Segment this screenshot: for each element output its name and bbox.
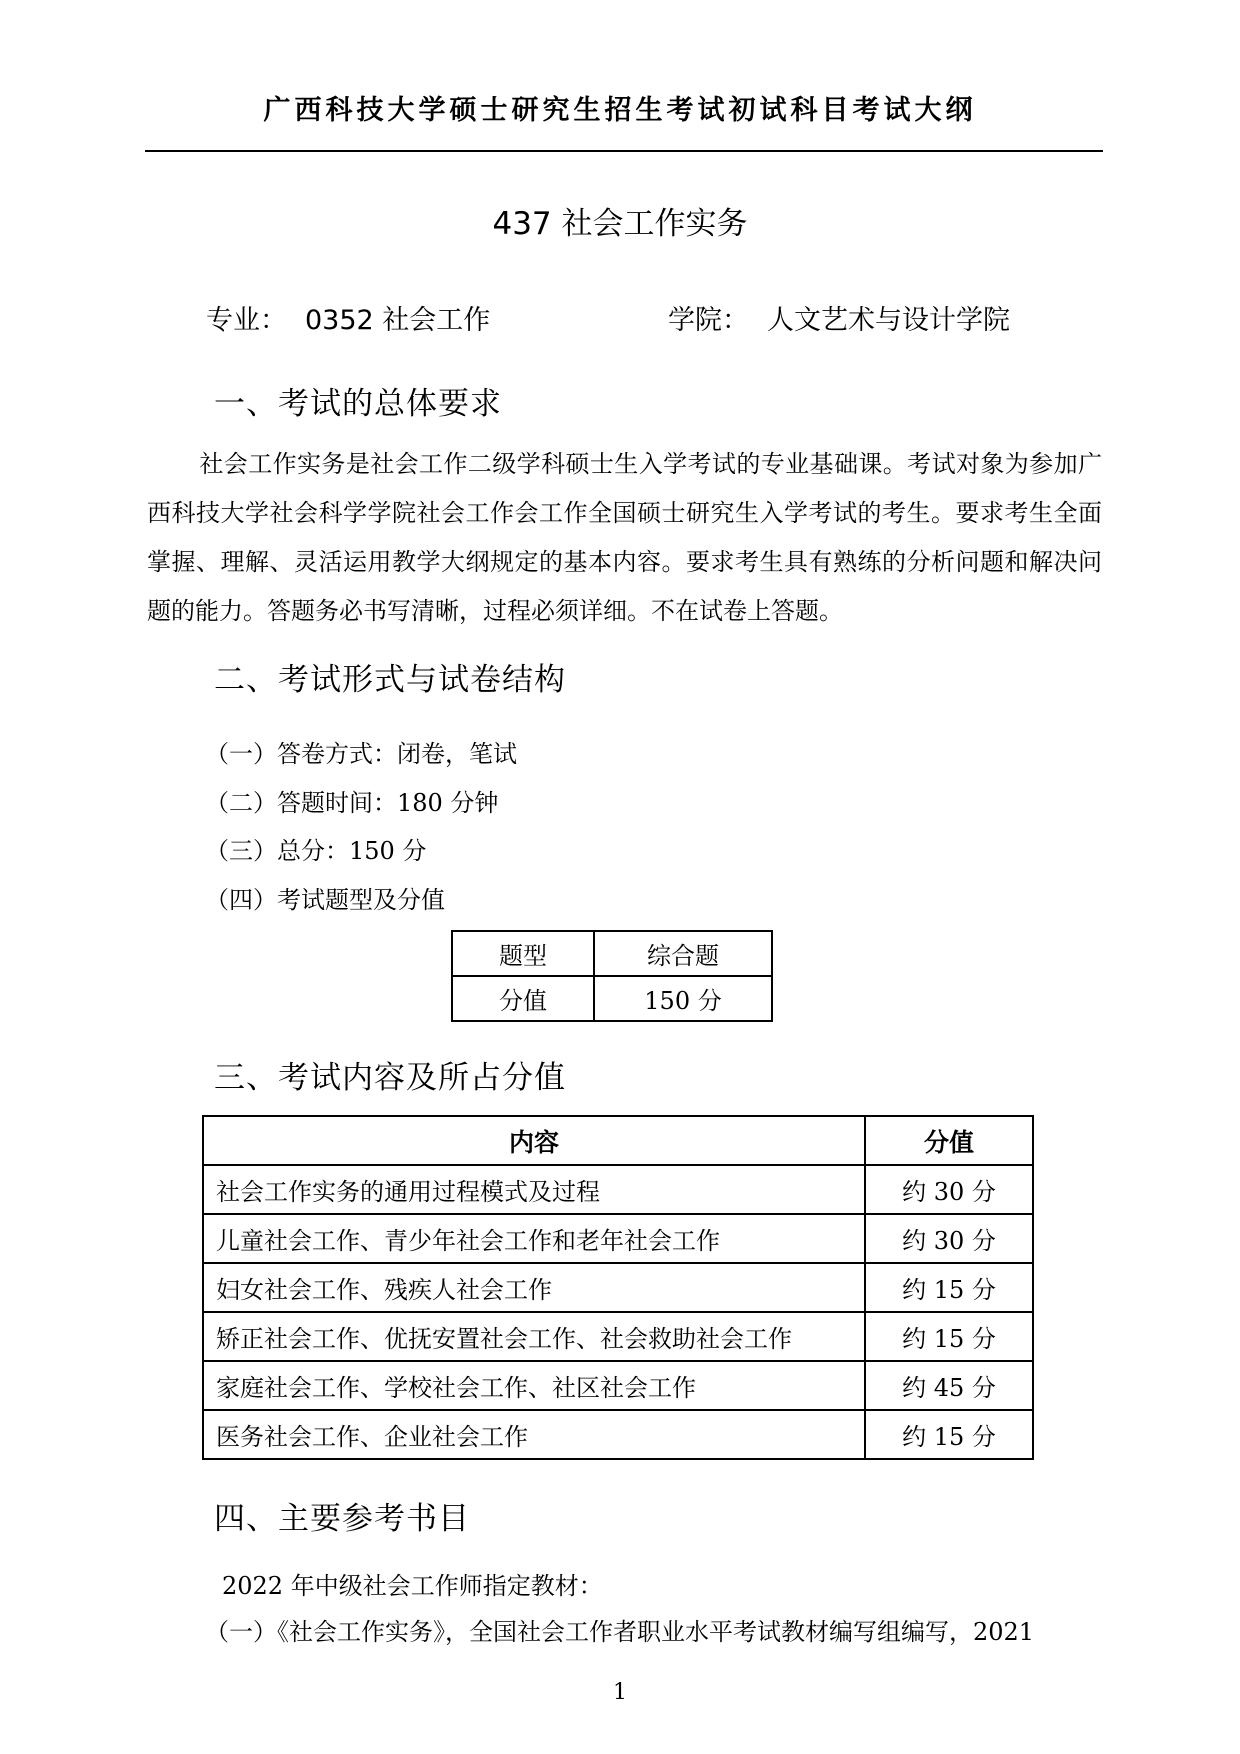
references-intro: 2022 年中级社会工作师指定教材： — [222, 1572, 603, 1600]
exam-format-item: （一）答卷方式：闭卷，笔试 — [205, 740, 517, 768]
table-row — [203, 1263, 1033, 1312]
content-cell: 妇女社会工作、残疾人社会工作 — [203, 1263, 865, 1312]
page-number: 1 — [613, 1680, 627, 1705]
score-cell: 约 30 分 — [865, 1165, 1033, 1214]
content-cell: 家庭社会工作、学校社会工作、社区社会工作 — [203, 1361, 865, 1410]
header-divider — [145, 150, 1103, 152]
score-cell: 约 15 分 — [865, 1410, 1033, 1459]
table-cell: 150 分 — [594, 976, 772, 1021]
table-row — [203, 1214, 1033, 1263]
table-row — [452, 976, 772, 1021]
table-row — [452, 931, 772, 976]
college-label: 学院： — [668, 305, 749, 336]
college-info — [668, 298, 1010, 337]
requirements-text: 社会工作实务是社会工作二级学科硕士生入学考试的专业基础课。考试对象为参加广西科技大学社会科学学院社会工作会工作全国硕士研究生入学考试的考生。要求考生全面掌握、理解、灵活运用教学大纲规定的基本内容。要求考生具有熟练的分析问题和解决问题的能力。答题务必书写清晰，过程必须详细。不在试卷上答题。 — [147, 450, 1102, 625]
requirements-paragraph — [147, 440, 1102, 636]
column-header-content: 内容 — [203, 1116, 865, 1165]
table-cell: 分值 — [452, 976, 594, 1021]
section-heading-references: 四、主要参考书目 — [214, 1501, 470, 1537]
content-cell: 社会工作实务的通用过程模式及过程 — [203, 1165, 865, 1214]
section-heading-exam-content: 三、考试内容及所占分值 — [214, 1060, 566, 1096]
content-cell: 儿童社会工作、青少年社会工作和老年社会工作 — [203, 1214, 865, 1263]
table-row — [203, 1361, 1033, 1410]
table-cell: 综合题 — [594, 931, 772, 976]
reference-item: （一）《社会工作实务》，全国社会工作者职业水平考试教材编写组编写，2021 — [205, 1618, 1035, 1646]
question-type-table — [451, 930, 773, 1022]
college-value: 人文艺术与设计学院 — [767, 305, 1010, 336]
score-cell: 约 15 分 — [865, 1312, 1033, 1361]
score-cell: 约 15 分 — [865, 1263, 1033, 1312]
section-heading-general-requirements: 一、考试的总体要求 — [214, 386, 502, 422]
exam-format-item: （三）总分：150 分 — [205, 837, 427, 865]
exam-format-item: （四）考试题型及分值 — [205, 886, 445, 914]
score-cell: 约 45 分 — [865, 1361, 1033, 1410]
document-title: 437 社会工作实务 — [492, 206, 748, 242]
content-cell: 医务社会工作、企业社会工作 — [203, 1410, 865, 1459]
exam-content-table — [202, 1115, 1034, 1460]
content-cell: 矫正社会工作、优抚安置社会工作、社会救助社会工作 — [203, 1312, 865, 1361]
table-cell: 题型 — [452, 931, 594, 976]
table-row — [203, 1410, 1033, 1459]
table-row — [203, 1165, 1033, 1214]
page-header-title: 广西科技大学硕士研究生招生考试初试科目考试大纲 — [263, 95, 977, 126]
exam-format-item: （二）答题时间：180 分钟 — [205, 789, 499, 817]
section-heading-exam-format: 二、考试形式与试卷结构 — [214, 662, 566, 698]
major-value: 0352 社会工作 — [305, 305, 491, 336]
score-cell: 约 30 分 — [865, 1214, 1033, 1263]
major-info — [206, 298, 490, 337]
column-header-score: 分值 — [865, 1116, 1033, 1165]
table-row — [203, 1312, 1033, 1361]
table-header-row — [203, 1116, 1033, 1165]
major-label: 专业： — [206, 305, 287, 336]
